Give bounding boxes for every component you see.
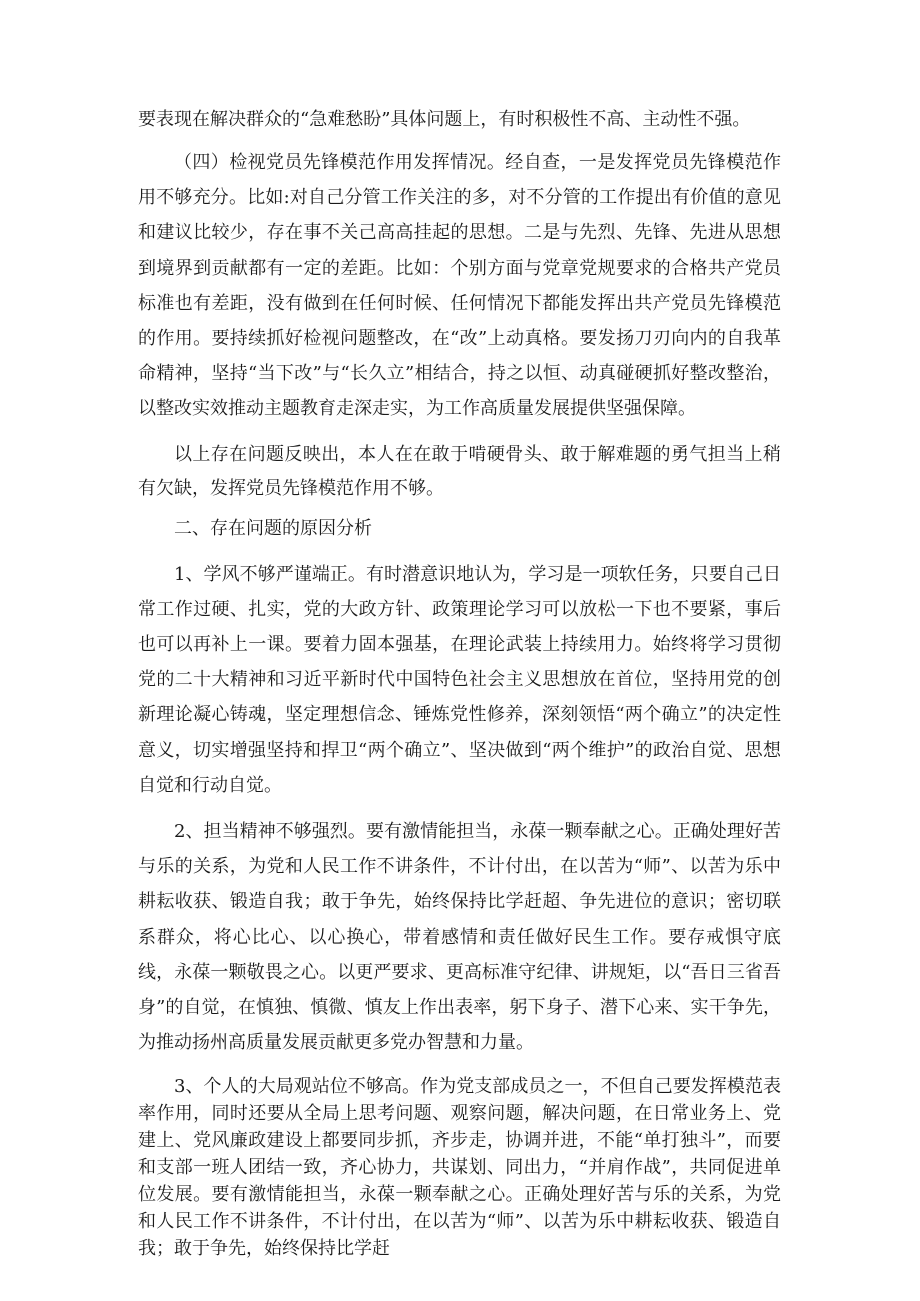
- paragraph-continuation: 要表现在解决群众的“急难愁盼”具体问题上，有时积极性不高、主动性不强。: [138, 109, 751, 130]
- paragraph-item-2: 2、担当精神不够强烈。要有激情能担当，永葆一颗奉献之心。正确处理好苦与乐的关系，为党和人民工作不讲条件，不计付出，在以苦为“师”、以苦为乐中耕耘收获、锻造自我；敢于争先，始终保持比学赶超、争先进位的意识；密切联系群众，将心比心、以心换心，带着感情和责任做好民生工作。要存戒惧守底线，永葆一颗敬畏之心。以更严要求、更高标准守纪律、讲规矩，以“吾日三省吾身”的自觉，在慎独、慎微、慎友上作出表率，躬下身子、潜下心来、实干争先，为推动扬州高质量发展贡献更多党办智慧和力量。: [138, 821, 781, 1054]
- section-heading-cause-analysis: 二、存在问题的原因分析: [174, 517, 372, 539]
- paragraph-section-four: （四）检视党员先锋模范作用发挥情况。经自查，一是发挥党员先锋模范作用不够充分。比如:对自己分管工作关注的多，对不分管的工作提出有价值的意见和建议比较少，存在事不关己高高挂起的思想。二是与先烈、先锋、先进从思想到境界到贡献都有一定的差距。比如：个别方面与党章党规要求的合格共产党员标准也有差距，没有做到在任何时候、任何情况下都能发挥出共产党员先锋模范的作用。要持续抓好检视问题整改，在“改”上动真格。要发扬刀刃向内的自我革命精神，坚持“当下改”与“长久立”相结合，持之以恒、动真碰硬抓好整改整治，以整改实效推动主题教育走深走实，为工作高质量发展提供坚强保障。: [138, 152, 781, 420]
- paragraph-item-3: 3、个人的大局观站位不够高。作为党支部成员之一，不但自己要发挥模范表率作用，同时还要从全局上思考问题、观察问题，解决问题，在日常业务上、党建上、党风廉政建设上都要同步抓，齐步走，协调并进，不能“单打独斗”，而要和支部一班人团结一致，齐心协力，共谋划、同出力，“并肩作战”，共同促进单位发展。要有激情能担当，永葆一颗奉献之心。正确处理好苦与乐的关系，为党和人民工作不讲条件，不计付出，在以苦为“师”、以苦为乐中耕耘收获、锻造自我；敢于争先，始终保持比学赶: [138, 1076, 781, 1260]
- paragraph-item-1: 1、学风不够严谨端正。有时潜意识地认为，学习是一项软任务，只要自己日常工作过硬、扎实，党的大政方针、政策理论学习可以放松一下也不要紧，事后也可以再补上一课。要着力固本强基，在理论武装上持续用力。始终将学习贯彻党的二十大精神和习近平新时代中国特色社会主义思想放在首位，坚持用党的创新理论凝心铸魂，坚定理想信念、锤炼党性修养，深刻领悟“两个确立”的决定性意义，切实增强坚持和捍卫“两个确立”、坚决做到“两个维护”的政治自觉、思想自觉和行动自觉。: [138, 563, 781, 796]
- document-page: [138, 104, 781, 1262]
- paragraph-summary: 以上存在问题反映出，本人在在敢于啃硬骨头、敢于解难题的勇气担当上稍有欠缺，发挥党员先锋模范作用不够。: [138, 443, 781, 499]
